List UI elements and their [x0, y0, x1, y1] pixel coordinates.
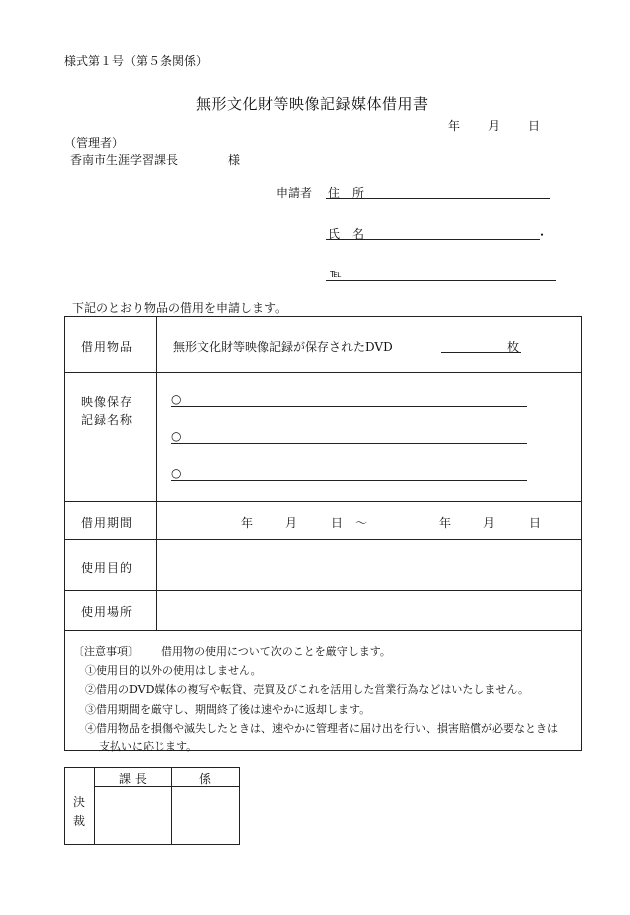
purpose-label: 使用目的 — [81, 561, 134, 575]
record-label-line1: 映像保存 — [81, 395, 134, 409]
record-name-line-1[interactable] — [171, 406, 527, 407]
period-start-day: 日 — [331, 516, 344, 530]
record-label-line2: 記録名称 — [81, 413, 134, 427]
note-item: ①使用目的以外の使用はしません。 — [85, 664, 262, 677]
address-field-line[interactable] — [326, 198, 550, 199]
staff-stamp-area[interactable] — [173, 788, 239, 843]
intro-text: 下記のとおり物品の借用を申請します。 — [72, 301, 288, 315]
item-unit: 枚 — [507, 340, 520, 354]
row-divider — [65, 372, 581, 373]
approval-divider — [171, 768, 172, 844]
item-value: 無形文化財等映像記録が保存されたDVD — [173, 340, 393, 354]
approval-divider — [94, 768, 95, 844]
approval-side-char-2: 裁 — [73, 814, 86, 828]
tel-field-line[interactable] — [326, 280, 556, 281]
page-title: 無形文化財等映像記録媒体借用書 — [196, 95, 429, 113]
address-label: 住 所 — [328, 186, 365, 200]
note-item-continuation: 支払いに応じます。 — [99, 740, 198, 753]
row-divider — [65, 539, 581, 540]
record-name-line-2[interactable] — [171, 443, 527, 444]
row-divider — [65, 630, 581, 631]
addressee-name: 香南市生涯学習課長 — [70, 153, 179, 167]
approval-side-char-1: 決 — [73, 795, 86, 809]
note-item: ④借用物品を損傷や滅失したときは、速やかに管理者に届け出を行い、損害賠償が必要なときは — [85, 722, 558, 735]
addressee-honorific: 様 — [228, 153, 241, 167]
period-end-month: 月 — [483, 516, 496, 530]
name-field-line[interactable] — [326, 239, 540, 240]
name-end-mark: ･ — [539, 228, 546, 242]
period-separator: ～ — [355, 516, 368, 530]
note-item: ②借用のDVD媒体の複写や転貸、売買及びこれを活用した営業行為などはいたしません。 — [85, 683, 530, 696]
chief-stamp-area[interactable] — [96, 788, 170, 843]
addressee-role: （管理者） — [64, 136, 125, 150]
date-month: 月 — [488, 119, 501, 133]
period-start-month: 月 — [285, 516, 298, 530]
notes-lead: 借用物の使用について次のことを厳守します。 — [161, 645, 391, 658]
record-bullet: ○ — [171, 466, 182, 480]
period-end-year: 年 — [439, 516, 452, 530]
row-divider — [65, 501, 581, 502]
record-name-line-3[interactable] — [171, 480, 527, 481]
record-bullet: ○ — [171, 429, 182, 443]
date-day: 日 — [528, 119, 541, 133]
period-label: 借用期間 — [81, 516, 134, 530]
place-field[interactable] — [161, 594, 575, 626]
tel-label: ℡ — [330, 267, 342, 280]
row-divider — [65, 590, 581, 591]
approval-box — [64, 767, 240, 845]
label-column-divider — [156, 317, 157, 630]
name-label: 氏 名 — [328, 227, 365, 241]
date-year: 年 — [448, 119, 461, 133]
period-start-year: 年 — [241, 516, 254, 530]
place-label: 使用場所 — [81, 605, 134, 619]
item-label: 借用物品 — [81, 340, 134, 354]
notes-heading: 〔注意事項〕 — [73, 645, 139, 658]
record-bullet: ○ — [171, 392, 182, 406]
form-number: 様式第１号（第５条関係） — [64, 54, 209, 68]
note-item: ③借用期間を厳守し、期間終了後は速やかに返却します。 — [85, 703, 371, 716]
purpose-field[interactable] — [161, 543, 575, 585]
application-table — [64, 316, 582, 751]
approval-header-divider — [94, 786, 239, 787]
period-end-day: 日 — [529, 516, 542, 530]
applicant-label: 申請者 — [276, 186, 313, 200]
approval-col-chief: 課 長 — [119, 772, 147, 786]
approval-col-staff: 係 — [199, 772, 212, 786]
